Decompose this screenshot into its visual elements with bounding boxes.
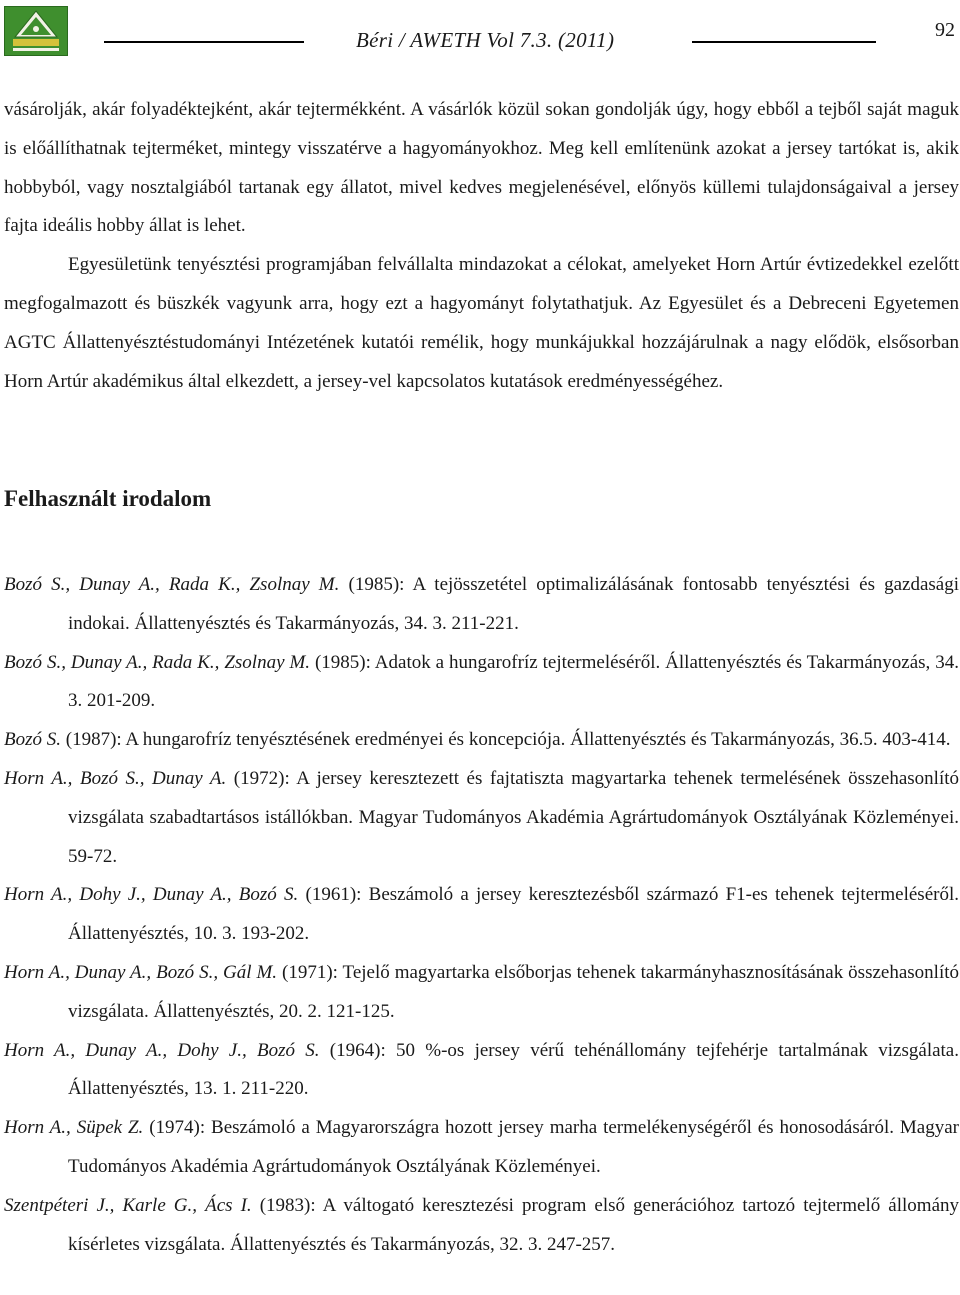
paragraph: Egyesületünk tenyésztési programjában felvállalta mindazokat a célokat, amelyeket Horn Artúr évtizedekkel ezelőtt megfogalmazott és büszkék vagyunk arra, hogy ezt a hagyományt folytathatjuk. Az Egyesület és a Debreceni Egyetemen AGTC Állattenyésztéstudományi Intézetének kutatói remélik, hogy munkájukkal hozzájárulnak a nagy elődök, elsősorban Horn Artúr akadémikus által elkezdett, a jersey-vel kapcsolatos kutatások eredményességéhez. <box>4 254 959 392</box>
reference-item <box>4 644 959 722</box>
reference-authors: Horn A., Bozó S., Dunay A. <box>4 767 227 789</box>
reference-item <box>4 1109 959 1187</box>
journal-title: Béri / AWETH Vol 7.3. (2011) <box>356 28 615 52</box>
reference-details: (1964): 50 %-os jersey vérű tehénállomány tejfehérje tartalmának vizsgálata. Állattenyésztés, 13. 1. 211-220. <box>68 1039 959 1100</box>
reference-authors: Bozó S., Dunay A., Rada K., Zsolnay M. <box>4 574 340 595</box>
header-rule-right <box>692 41 876 43</box>
reference-details: (1987): A hungarofríz tenyésztésének eredményei és koncepciója. Állattenyésztés és Takarmányozás, 36.5. 403-414. <box>61 729 951 751</box>
reference-details: (1983): A váltogató keresztezési program első generációhoz tartozó tejtermelő állomány kísérletes vizsgálata. Állattenyésztés és Takarmányozás, 32. 3. 247-257. <box>68 1194 960 1255</box>
reference-item <box>4 760 959 876</box>
reference-list <box>4 566 959 1264</box>
reference-details: (1985): A tejösszetétel optimalizálásának fontosabb tenyésztési és gazdasági indokai. Állattenyésztés és Takarmányozás, 34. 3. 211-221. <box>68 574 959 634</box>
reference-authors: Szentpéteri J., Karle G., Ács I. <box>4 1194 252 1216</box>
body-text <box>4 91 959 401</box>
reference-item <box>4 566 959 644</box>
section-heading: Felhasznált irodalom <box>4 486 212 511</box>
reference-details: (1972): A jersey keresztezett és fajtatiszta magyartarka tehenek termelésének összehasonlító vizsgálata szabadtartásos istállókban. Magyar Tudományos Akadémia Agrártudományok Osztályának Közleményei. 59-72. <box>68 767 960 867</box>
reference-authors: Bozó S. <box>4 729 61 751</box>
reference-authors: Horn A., Dunay A., Dohy J., Bozó S. <box>4 1039 320 1061</box>
reference-item <box>4 954 959 1032</box>
paragraph: vásárolják, akár folyadéktejként, akár tejtermékként. A vásárlók közül sokan gondolják úgy, hogy ebből a tejből saját maguk is előállíthatnak tejterméket, mintegy visszatérve a hagyományokhoz. Meg kell említenünk azokat a jersey tartókat is, akik hobbyból, vagy nosztalgiából tartanak egy állatot, mivel kedves megjelenésével, előnyös küllemi tulajdonságaival a jersey fajta ideális hobby állat is lehet. <box>4 99 959 237</box>
reference-details: (1985): Adatok a hungarofríz tejtermeléséről. Állattenyésztés és Takarmányozás, 34. 3. 201-209. <box>68 651 959 712</box>
reference-details: (1961): Beszámoló a jersey keresztezésből származó F1-es tehenek tejtermeléséről. Állattenyésztés, 10. 3. 193-202. <box>68 884 959 945</box>
page-header <box>0 0 960 62</box>
aweth-logo-icon <box>4 6 68 56</box>
reference-item <box>4 1187 959 1265</box>
reference-authors: Horn A., Dohy J., Dunay A., Bozó S. <box>4 884 299 906</box>
reference-details: (1974): Beszámoló a Magyarországra hozott jersey marha termelékenységéről és honosodásáról. Magyar Tudományos Akadémia Agrártudományok Osztályának Közleményei. <box>68 1117 959 1177</box>
reference-item <box>4 1032 959 1110</box>
reference-item <box>4 721 959 760</box>
reference-authors: Bozó S., Dunay A., Rada K., Zsolnay M. <box>4 651 311 673</box>
header-rule-left <box>104 41 304 43</box>
reference-authors: Horn A., Dunay A., Bozó S., Gál M. <box>4 961 278 983</box>
reference-authors: Horn A., Süpek Z. <box>4 1117 144 1139</box>
reference-item <box>4 876 959 954</box>
page-number: 92 <box>935 19 955 41</box>
reference-details: (1971): Tejelő magyartarka elsőborjas tehenek takarmányhasznosításának összehasonlító vizsgálata. Állattenyésztés, 20. 2. 121-125. <box>68 961 960 1022</box>
